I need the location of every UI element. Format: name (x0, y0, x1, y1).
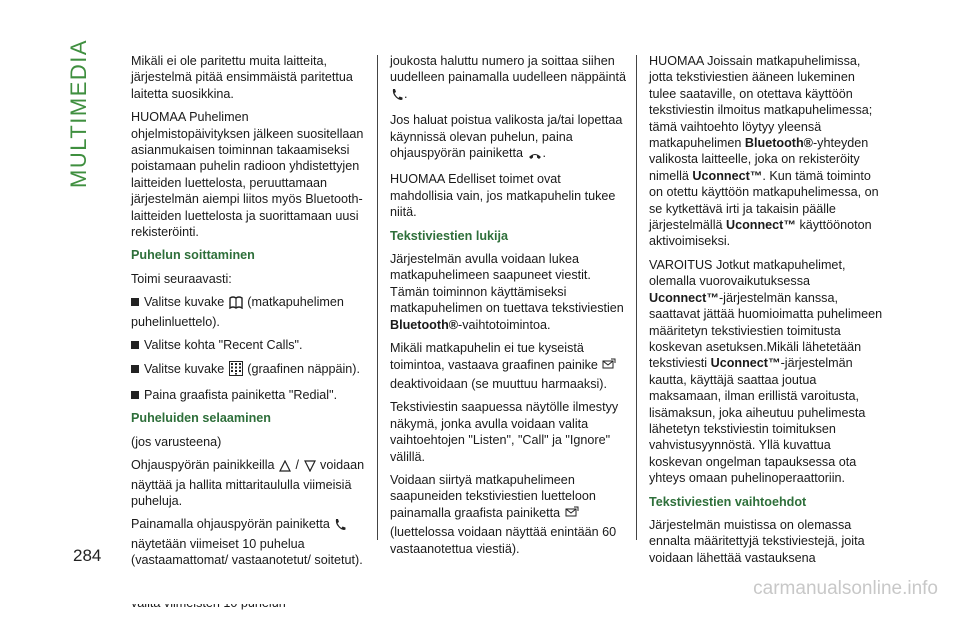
bullet-square-icon (131, 391, 139, 399)
bullet-square-icon (131, 341, 139, 349)
paragraph: Voidaan siirtyä matkapuhelimeen saapuneiden tekstiviestien luetteloon painamalla graafista painiketta (luettelossa voidaan näyttää enintään 60 vastaanotettua viestiä). (390, 472, 617, 556)
hang-up-icon (528, 148, 542, 164)
paragraph: Toimi seuraavasti: (131, 271, 232, 286)
paragraph: HUOMAA Puhelimen ohjelmistopäivityksen jälkeen suositellaan asianmukaisen toiminnan takaamiseksi poistamaan puhelin radioon yhdistettyjen laitteiden luettelosta, peruuttamaan järjestelmän aiempi liitos myös Bluetooth-laitteiden luettelosta ja suorittamaan uusi rekisteröinti. (131, 110, 364, 240)
paragraph: (jos varusteena) (131, 434, 222, 449)
list-item: Paina graafista painiketta "Redial". (131, 387, 367, 403)
section-heading: Puhelun soittaminen (131, 248, 255, 263)
message-icon (602, 358, 616, 376)
triangle-down-icon (304, 460, 316, 476)
section-heading: Puheluiden selaaminen (131, 411, 271, 426)
watermark-footer (0, 574, 960, 604)
phone-handset-icon (334, 518, 346, 535)
paragraph: Ohjauspyörän painikkeilla / voidaan näyttää ja hallita mittaritaululla viimeisiä puheluja. (131, 458, 365, 508)
triangle-up-icon (279, 460, 291, 476)
keypad-icon (229, 361, 243, 380)
paragraph: HUOMAA Edelliset toimet ovat mahdollisia vain, jos matkapuhelin tukee niitä. (390, 172, 616, 220)
list-item: Valitse kuvake (matkapuhelimen puhelinluettelo). (131, 295, 344, 329)
page-number: 284 (73, 546, 102, 565)
list-item: Valitse kuvake (graafinen näppäin). (131, 361, 367, 380)
paragraph: Painamalla ohjauspyörän painiketta näytetään viimeiset 10 puhelua (vastaamattomat/ vastaanotetut/ soitetut). (131, 517, 363, 568)
paragraph: Järjestelmän avulla voidaan lukea matkapuhelimeen saapuneet viestit. Tämän toiminnon käyttämiseksi matkapuhelimen on tuettava tekstiviestien Bluetooth®-vaihtotoimintoa. (390, 252, 624, 332)
column-1 (131, 53, 367, 618)
section-heading: Tekstiviestien vaihtoehdot (649, 494, 807, 509)
paragraph: Jos haluat poistua valikosta ja/tai lopettaa käynnissä olevan puhelun, paina ohjauspyörän painiketta . (390, 112, 626, 164)
bullet-square-icon (131, 365, 139, 373)
bullet-square-icon (131, 298, 139, 306)
paragraph: Mikäli matkapuhelin ei tue kyseistä toimintoa, vastaava graafinen painike deaktivoidaan (se muuttuu harmaaksi). (390, 340, 626, 392)
section-title-vertical: MULTIMEDIA (66, 38, 91, 188)
paragraph: Mikäli ei ole paritettu muita laitteita, järjestelmä pitää ensimmäistä paritettua laitetta suosikkina. (131, 54, 353, 101)
column-divider (636, 55, 637, 540)
paragraph: joukosta haluttu numero ja soittaa siihen uudelleen painamalla uudelleen näppäintä . (390, 53, 626, 105)
column-3 (649, 53, 885, 573)
message-icon (565, 506, 579, 524)
phonebook-icon (229, 296, 243, 313)
paragraph: Tekstiviestin saapuessa näytölle ilmestyy näkymä, jonka avulla voidaan valita vaihtoehtojen "Listen", "Call" ja "Ignore" välillä. (390, 400, 619, 464)
column-2 (390, 53, 626, 564)
phone-handset-icon (391, 88, 403, 105)
paragraph: HUOMAA Joissain matkapuhelimissa, jotta tekstiviestien ääneen lukeminen tulee saataville, on otettava käyttöön tekstiviestin ilmoitus matkapuhelimessa; tämä vaihtoehto löytyy yleensä matkapuhelimen Bluetooth®-yhteyden valikosta laitteelle, joka on rekisteröity nimellä Uconnect™. Kun tämä toiminto on otettu käyttöön matkapuhelimessa, on se kytkettävä irti ja takaisin päälle järjestelmällä Uconnect™ käyttöönoton aktivoimiseksi. (649, 54, 879, 249)
section-heading: Tekstiviestien lukija (390, 228, 509, 243)
watermark-text: carmanualsonline.info (753, 578, 938, 599)
column-divider (377, 55, 378, 540)
list-item: Valitse kohta "Recent Calls". (131, 337, 367, 353)
paragraph: Järjestelmän muistissa on olemassa ennalta määritettyjä tekstiviestejä, joita voidaan lähettää vastauksena (649, 517, 865, 565)
paragraph: VAROITUS Jotkut matkapuhelimet, olemalla vuorovaikutuksessa Uconnect™-järjestelmän kanssa, saattavat jättää huomioimatta puhelimeen määritetyn tekstiviestien toimitusta koskevan asetuksen.Mikäli lähetetään tekstiviesti Uconnect™-järjestelmän kautta, käyttäjä saattaa joutua maksamaan, ilman erillistä varoitusta, lisämaksun, joka aiheutuu puhelimesta lähetetyn tekstiviestin toimituksen vahvistusyynnöstä. Yllä kuvattua koskevan ongelman tapauksessa ota yhteys omaan puhelinoperaattoriin. (649, 257, 883, 486)
